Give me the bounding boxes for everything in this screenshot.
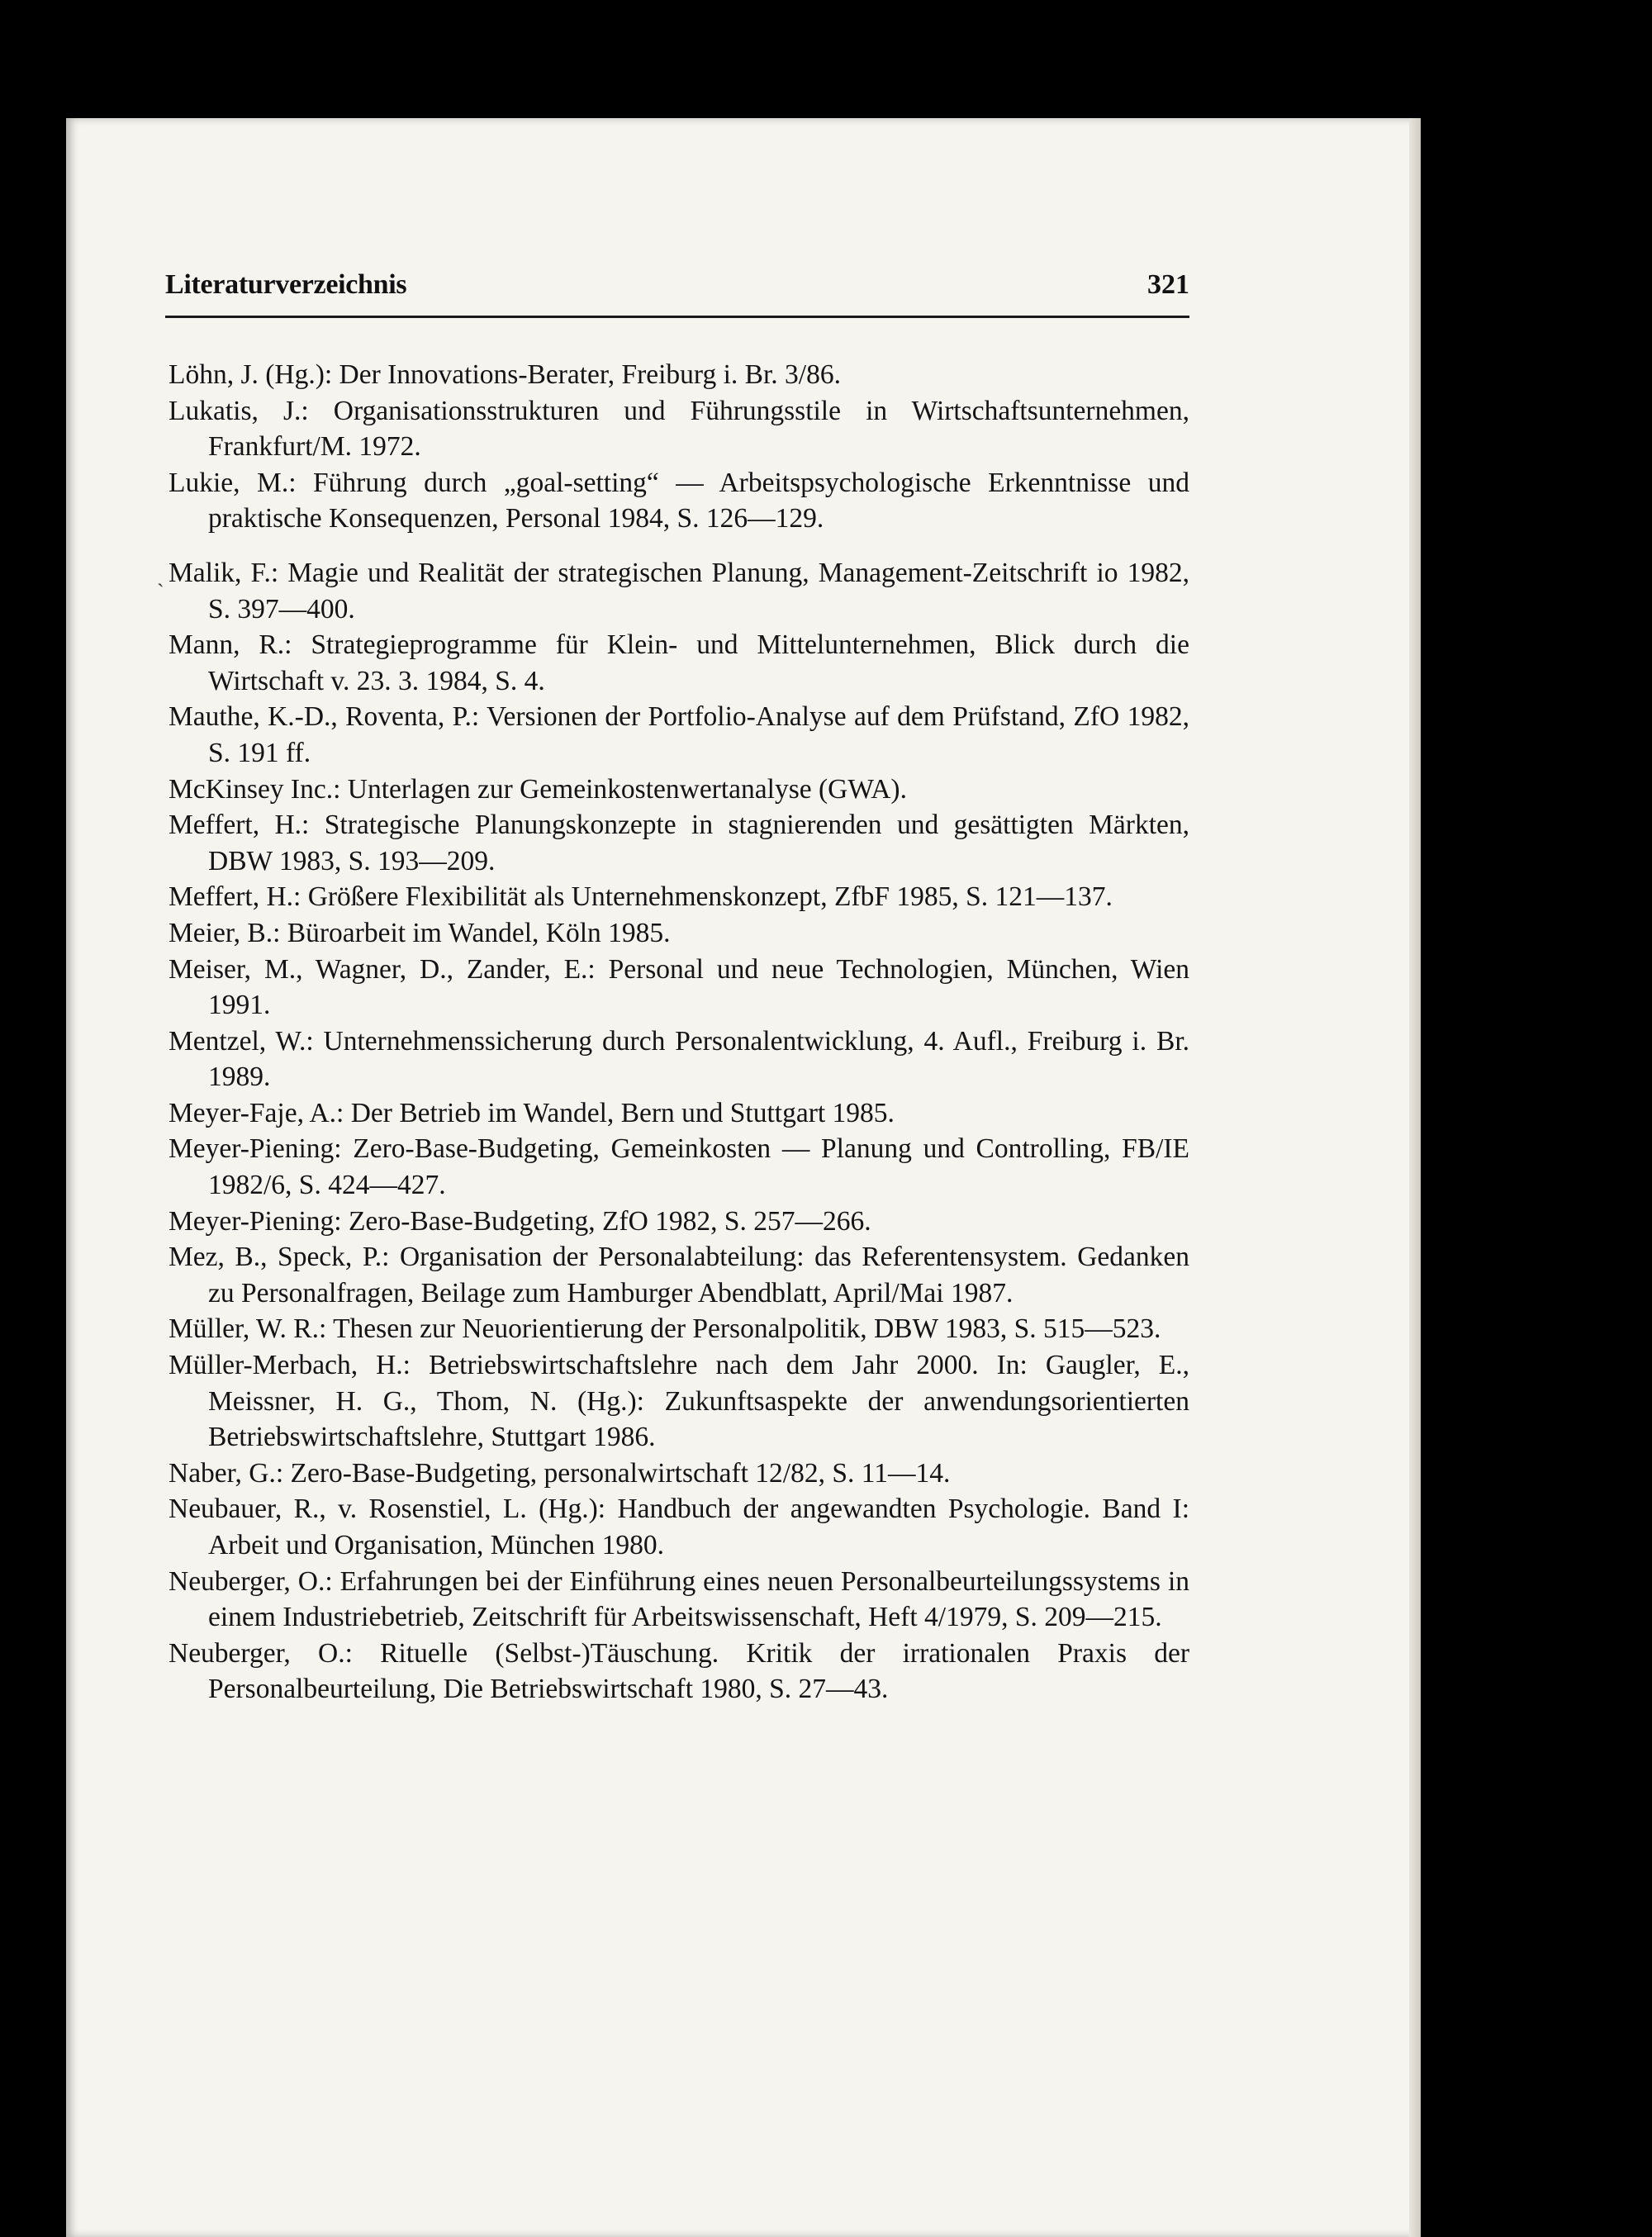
running-header [165,269,1189,317]
header-title: Literaturverzeichnis [165,269,407,300]
bibliography-entry: Neubauer, R., v. Rosenstiel, L. (Hg.): Handbuch der angewandten Psychologie. Band I: Arbeit und Organisation, München 1980. [169,1494,1189,1560]
bibliography-entry: Löhn, J. (Hg.): Der Innovations-Berater, Freiburg i. Br. 3/86. [169,359,841,390]
bibliography-entry: Meyer-Piening: Zero-Base-Budgeting, Gemeinkosten — Planung und Controlling, FB/IE 1982/6, S. 424—427. [169,1133,1189,1201]
bibliography-entry: Mez, B., Speck, P.: Organisation der Personalabteilung: das Referentensystem. Gedanken zu Personalfragen, Beilage zum Hamburger Abendblatt, April/Mai 1987. [169,1242,1189,1308]
bibliography-entry: Meiser, M., Wagner, D., Zander, E.: Personal und neue Technologien, München, Wien 1991. [169,953,1189,1021]
bibliography-entry: Meyer-Piening: Zero-Base-Budgeting, ZfO 1982, S. 257—266. [169,1205,871,1237]
bibliography-entry: Meier, B.: Büroarbeit im Wandel, Köln 1985. [169,917,671,948]
page-edge-shadow [1409,118,1421,2237]
bibliography-entry: Naber, G.: Zero-Base-Budgeting, personalwirtschaft 12/82, S. 11—14. [169,1457,951,1489]
bibliography-entry: Neuberger, O.: Rituelle (Selbst-)Täuschung. Kritik der irrationalen Praxis der Personalbeurteilung, Die Betriebswirtschaft 1980, S. 27—43. [169,1637,1189,1705]
margin-mark: ˎ [157,563,164,587]
header-rule [165,316,1189,318]
bibliography-list [169,357,1189,1707]
bibliography-entry: Müller-Merbach, H.: Betriebswirtschaftslehre nach dem Jahr 2000. In: Gaugler, E., Meissner, H. G., Thom, N. (Hg.): Zukunftsaspekte der anwendungsorientierten Betriebswirtschaftslehre, Stuttgart 1986. [169,1350,1189,1453]
page-number: 321 [1147,269,1189,300]
bibliography-entry: Meffert, H.: Strategische Planungskonzepte in stagnierenden und gesättigten Märkten, DBW 1983, S. 193—209. [169,810,1189,876]
bibliography-entry: Meyer-Faje, A.: Der Betrieb im Wandel, Bern und Stuttgart 1985. [169,1097,895,1128]
bibliography-entry: Lukie, M.: Führung durch „goal-setting“ — Arbeitspsychologische Erkenntnisse und praktische Konsequenzen, Personal 1984, S. 126—129. [169,467,1189,534]
bibliography-entry: Mann, R.: Strategieprogramme für Klein- und Mittelunternehmen, Blick durch die Wirtschaft v. 23. 3. 1984, S. 4. [169,629,1189,696]
bibliography-entry: McKinsey Inc.: Unterlagen zur Gemeinkostenwertanalyse (GWA). [169,773,907,805]
bibliography-entry: Mauthe, K.-D., Roventa, P.: Versionen der Portfolio-Analyse auf dem Prüfstand, ZfO 1982, S. 191 ff. [169,701,1189,768]
bibliography-entry: Meffert, H.: Größere Flexibilität als Unternehmenskonzept, ZfbF 1985, S. 121—137. [169,881,1113,913]
bibliography-entry: Malik, F.: Magie und Realität der strategischen Planung, Management-Zeitschrift io 1982, S. 397—400. [169,557,1189,625]
bibliography-entry: Müller, W. R.: Thesen zur Neuorientierung der Personalpolitik, DBW 1983, S. 515—523. [169,1313,1161,1345]
bibliography-entry: Lukatis, J.: Organisationsstrukturen und Führungsstile in Wirtschaftsunternehmen, Frankfurt/M. 1972. [169,395,1189,463]
bibliography-entry: Mentzel, W.: Unternehmenssicherung durch Personalentwicklung, 4. Aufl., Freiburg i. Br. 1989. [169,1025,1189,1093]
bibliography-entry: Neuberger, O.: Erfahrungen bei der Einführung eines neuen Personalbeurteilungssystems in einem Industriebetrieb, Zeitschrift für Arbeitswissenschaft, Heft 4/1979, S. 209—215. [169,1565,1189,1633]
